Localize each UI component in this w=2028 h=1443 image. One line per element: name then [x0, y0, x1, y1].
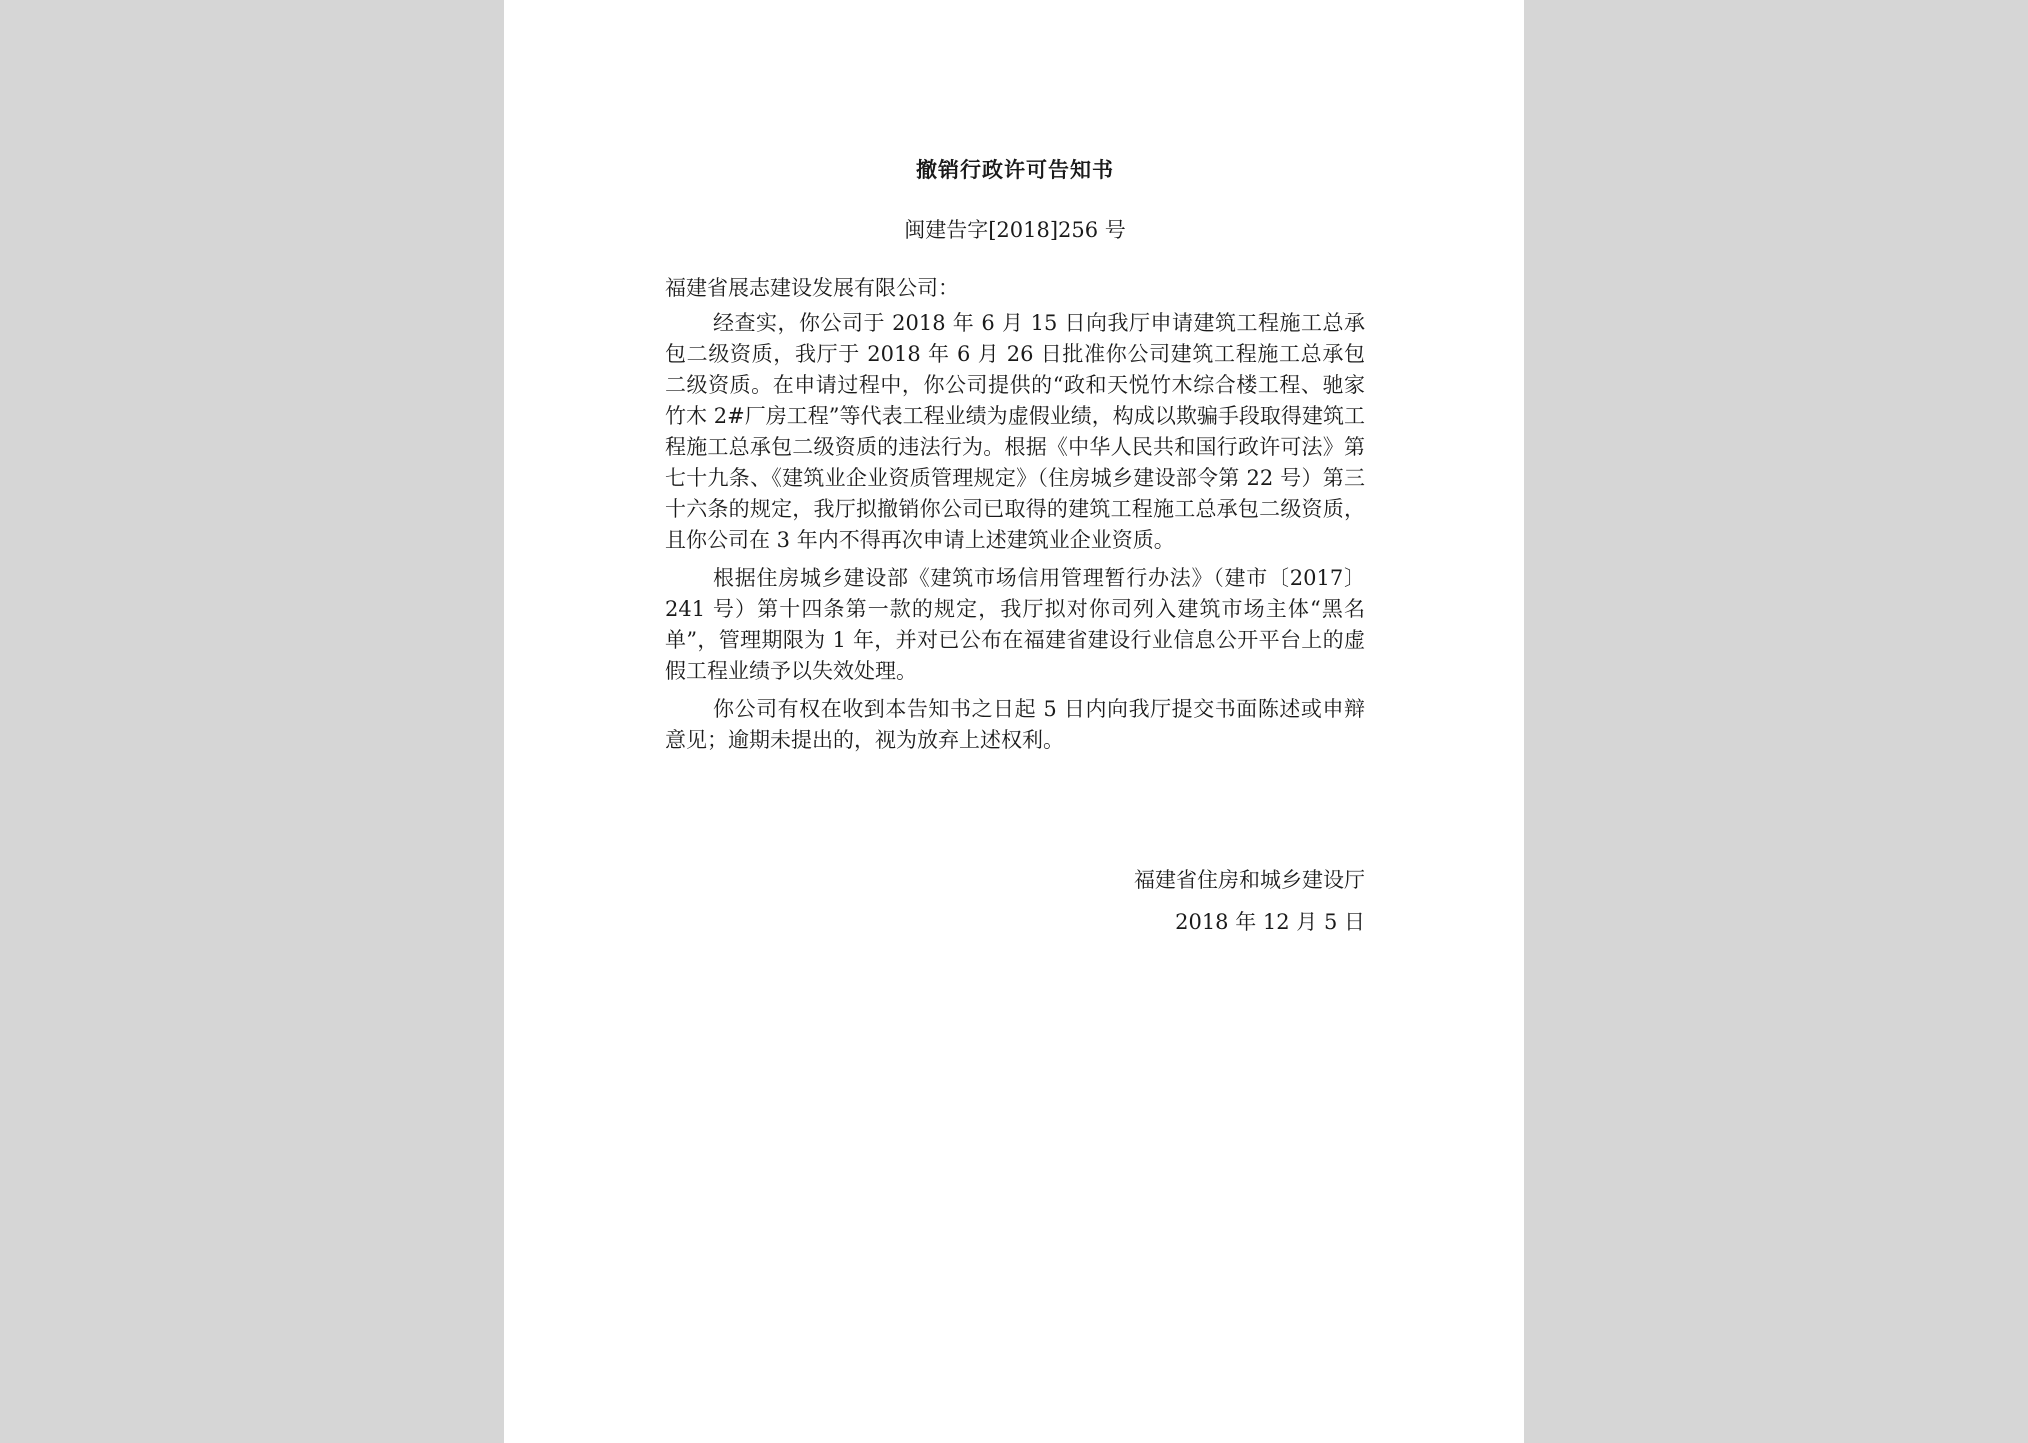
signing-organization: 福建省住房和城乡建设厅	[1134, 868, 1365, 892]
paragraph-blacklist: 根据住房城乡建设部《建筑市场信用管理暂行办法》（建市〔2017〕241 号）第十四条第一款的规定，我厅拟对你司列入建筑市场主体“黑名单”，管理期限为 1 年，并对已公布在福建省建设行业信息公开平台上的虚假工程业绩予以失效处理。	[665, 566, 1365, 683]
signing-date: 2018 年 12 月 5 日	[1175, 910, 1365, 934]
salutation: 福建省展志建设发展有限公司：	[665, 276, 959, 300]
document-title: 撤销行政许可告知书	[916, 157, 1114, 182]
document-body	[665, 150, 1365, 763]
paragraph-findings: 经查实，你公司于 2018 年 6 月 15 日向我厅申请建筑工程施工总承包二级资质，我厅于 2018 年 6 月 26 日批准你公司建筑工程施工总承包二级资质。在申请过程中，你公司提供的“政和天悦竹木综合楼工程、驰家竹木 2#厂房工程”等代表工程业绩为虚假业绩，构成以欺骗手段取得建筑工程施工总承包二级资质的违法行为。根据《中华人民共和国行政许可法》第七十九条、《建筑业企业资质管理规定》（住房城乡建设部令第 22 号）第三十六条的规定，我厅拟撤销你公司已取得的建筑工程施工总承包二级资质，且你公司在 3 年内不得再次申请上述建筑业企业资质。	[665, 311, 1365, 552]
document-number: 闽建告字[2018]256 号	[904, 218, 1126, 242]
paragraph-rights: 你公司有权在收到本告知书之日起 5 日内向我厅提交书面陈述或申辩意见；逾期未提出的，视为放弃上述权利。	[665, 697, 1365, 752]
document-page	[504, 0, 1524, 1443]
signature-block	[665, 861, 1365, 941]
